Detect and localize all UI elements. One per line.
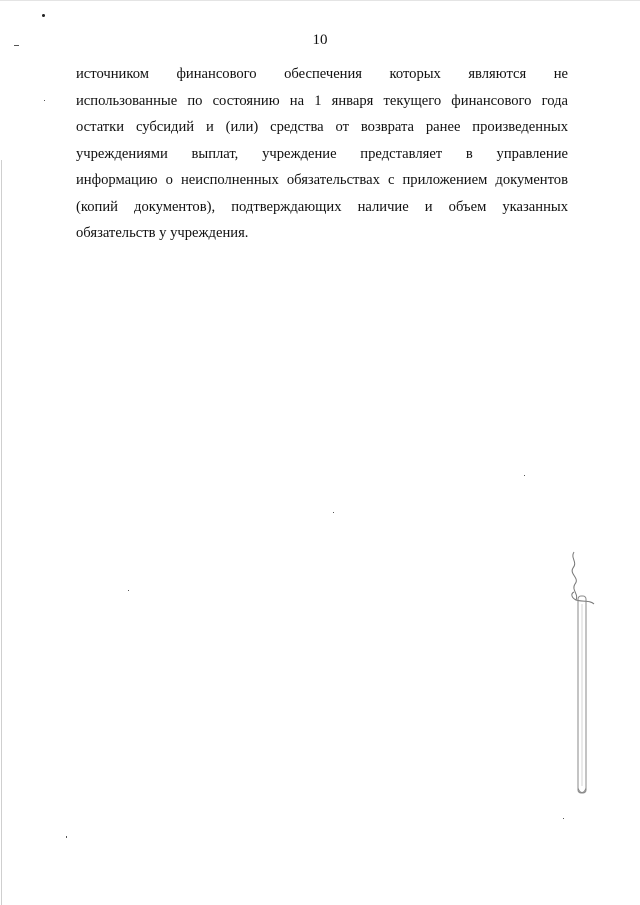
paragraph-line: информацию о неисполненных обязательствах с приложением документов: [76, 172, 568, 188]
scan-speck: [333, 512, 334, 513]
scan-edge-top: [0, 0, 640, 1]
paragraph-line: обязательств у учреждения.: [76, 225, 249, 241]
paragraph-line: использованные по состоянию на 1 января текущего финансового года: [76, 92, 568, 109]
scan-speck: [44, 100, 45, 101]
paragraph-line: остатки субсидий и (или) средства от возврата ранее произведенных: [76, 119, 568, 135]
scan-edge-left: [1, 160, 2, 905]
binding-thread: [560, 548, 600, 803]
paragraph-line: учреждениями выплат, учреждение представляет в управление: [76, 145, 568, 162]
scan-speck: [524, 475, 525, 476]
scan-speck: [66, 836, 67, 838]
page-number: 10: [312, 32, 328, 48]
paragraph-line: (копий документов), подтверждающих наличие и объем указанных: [76, 198, 568, 215]
body-paragraph: [76, 61, 568, 247]
paragraph-line: источником финансового обеспечения которых являются не: [76, 66, 568, 82]
scan-speck: [128, 590, 129, 591]
scan-speck: [42, 14, 45, 17]
scan-speck: [563, 818, 564, 819]
